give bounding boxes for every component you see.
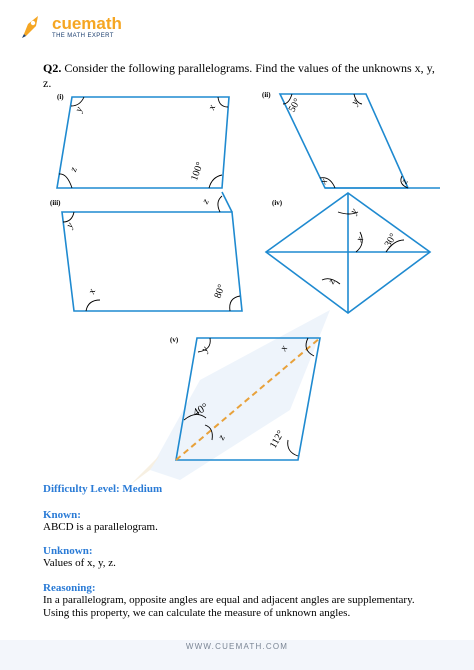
footer-url[interactable]: WWW.CUEMATH.COM [185, 642, 289, 651]
cuemath-logo[interactable] [16, 12, 122, 42]
question-text: Consider the following parallelograms. Find the values of the unknowns x, y, z. [43, 61, 435, 90]
unknown-text: Values of x, y, z. [43, 557, 116, 569]
angle-label: z [68, 165, 80, 174]
angle-label: y [73, 105, 86, 114]
angle-label: y [64, 220, 77, 231]
figure-label-v: (v) [170, 336, 179, 344]
known-text: ABCD is a parallelogram. [43, 521, 158, 533]
diagonal-dashed-v [176, 338, 320, 460]
angle-label: 40° [191, 400, 211, 420]
angle-label: z [216, 433, 228, 442]
known-heading: Known: [43, 509, 81, 521]
extended-side-iii [222, 192, 232, 212]
angle-label: z [399, 177, 411, 186]
angle-label: z [326, 277, 338, 286]
brand-tagline: THE MATH EXPERT [52, 33, 114, 39]
angle-label: x [354, 234, 367, 245]
unknown-heading: Unknown: [43, 545, 93, 557]
angle-label: x [206, 103, 219, 112]
figures-canvas [0, 80, 474, 465]
header [0, 0, 474, 52]
angle-label: 50° [286, 96, 304, 115]
figure-label-iv: (iv) [272, 199, 283, 207]
figure-label-i: (i) [57, 93, 64, 101]
difficulty-level: Difficulty Level: Medium [43, 483, 163, 495]
figure-label-ii: (ii) [262, 91, 271, 99]
angle-label: 100° [189, 160, 206, 183]
angle-label: y [199, 344, 212, 355]
reasoning-heading: Reasoning: [43, 582, 96, 594]
angle-label: y [349, 97, 362, 108]
angle-label: 30° [382, 231, 400, 250]
rocket-icon [16, 12, 46, 42]
angle-label: 112° [267, 428, 287, 451]
reasoning-line-1: In a parallelogram, opposite angles are equal and adjacent angles are supplementary. [43, 594, 415, 606]
angle-label: 80° [212, 283, 228, 300]
angle-label: x [86, 287, 99, 296]
brand-name: cuemath [52, 14, 122, 33]
angle-label: y [348, 206, 361, 217]
figure-label-iii: (iii) [50, 199, 61, 207]
question-number: Q2. [43, 61, 62, 75]
angle-label: x [318, 176, 331, 187]
footer [0, 640, 474, 670]
angle-label: z [200, 197, 212, 206]
reasoning-line-2: Using this property, we can calculate the measure of unknown angles. [43, 607, 351, 619]
angle-label: x [278, 343, 291, 354]
